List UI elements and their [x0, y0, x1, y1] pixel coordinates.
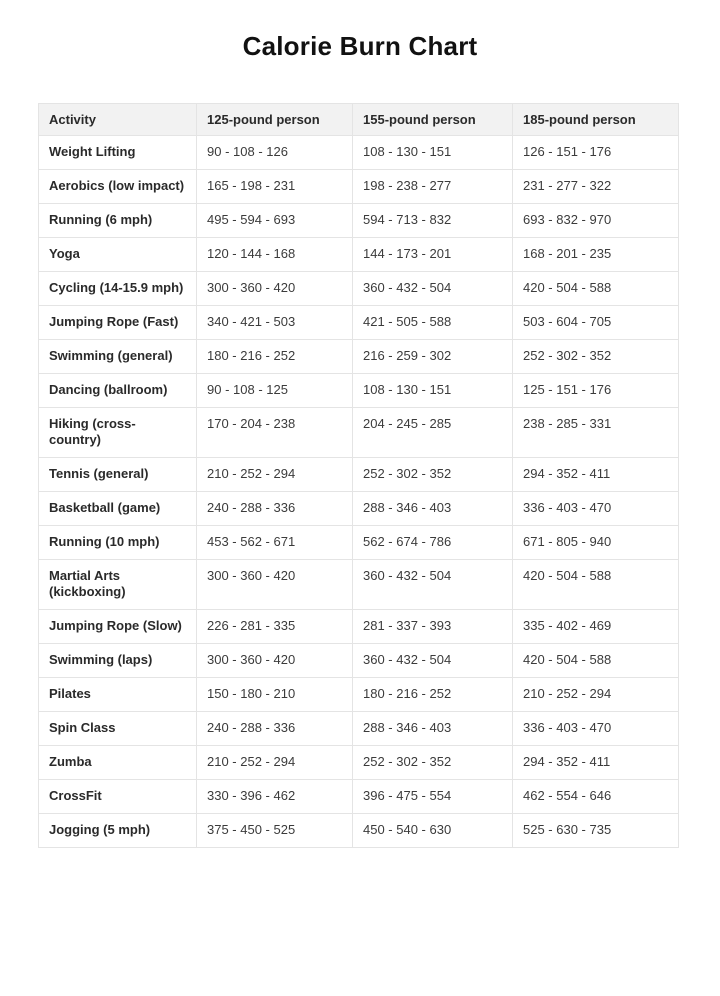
table-row [39, 560, 679, 610]
calories-125-cell: 495 - 594 - 693 [197, 204, 353, 238]
calories-125-cell: 90 - 108 - 126 [197, 136, 353, 170]
calories-125-cell: 375 - 450 - 525 [197, 814, 353, 848]
calories-185-cell: 335 - 402 - 469 [513, 610, 679, 644]
table-row [39, 780, 679, 814]
table-row [39, 306, 679, 340]
calories-155-cell: 421 - 505 - 588 [353, 306, 513, 340]
calories-185-cell: 126 - 151 - 176 [513, 136, 679, 170]
column-header-185-pound: 185-pound person [513, 104, 679, 136]
calories-185-cell: 168 - 201 - 235 [513, 238, 679, 272]
activity-cell: Hiking (cross-country) [39, 408, 197, 458]
activity-cell: Cycling (14-15.9 mph) [39, 272, 197, 306]
calories-155-cell: 562 - 674 - 786 [353, 526, 513, 560]
activity-cell: Jogging (5 mph) [39, 814, 197, 848]
calories-185-cell: 671 - 805 - 940 [513, 526, 679, 560]
table-row [39, 712, 679, 746]
calorie-burn-table [38, 103, 679, 848]
activity-cell: CrossFit [39, 780, 197, 814]
calories-125-cell: 170 - 204 - 238 [197, 408, 353, 458]
calories-155-cell: 108 - 130 - 151 [353, 374, 513, 408]
calories-125-cell: 240 - 288 - 336 [197, 492, 353, 526]
calories-125-cell: 150 - 180 - 210 [197, 678, 353, 712]
calories-125-cell: 210 - 252 - 294 [197, 746, 353, 780]
calories-155-cell: 216 - 259 - 302 [353, 340, 513, 374]
table-body [39, 136, 679, 848]
calories-125-cell: 90 - 108 - 125 [197, 374, 353, 408]
calories-155-cell: 450 - 540 - 630 [353, 814, 513, 848]
table-row [39, 136, 679, 170]
calories-125-cell: 165 - 198 - 231 [197, 170, 353, 204]
calories-125-cell: 300 - 360 - 420 [197, 644, 353, 678]
calories-155-cell: 594 - 713 - 832 [353, 204, 513, 238]
activity-cell: Pilates [39, 678, 197, 712]
calories-185-cell: 336 - 403 - 470 [513, 492, 679, 526]
calories-125-cell: 300 - 360 - 420 [197, 272, 353, 306]
activity-cell: Running (6 mph) [39, 204, 197, 238]
activity-cell: Running (10 mph) [39, 526, 197, 560]
table-row [39, 814, 679, 848]
calories-125-cell: 226 - 281 - 335 [197, 610, 353, 644]
calories-185-cell: 420 - 504 - 588 [513, 560, 679, 610]
activity-cell: Swimming (laps) [39, 644, 197, 678]
activity-cell: Spin Class [39, 712, 197, 746]
calories-185-cell: 693 - 832 - 970 [513, 204, 679, 238]
table-row [39, 204, 679, 238]
calories-185-cell: 420 - 504 - 588 [513, 272, 679, 306]
table-row [39, 408, 679, 458]
table-row [39, 526, 679, 560]
column-header-activity: Activity [39, 104, 197, 136]
calories-125-cell: 240 - 288 - 336 [197, 712, 353, 746]
table-header-row [39, 104, 679, 136]
activity-cell: Basketball (game) [39, 492, 197, 526]
activity-cell: Martial Arts (kickboxing) [39, 560, 197, 610]
calories-155-cell: 252 - 302 - 352 [353, 746, 513, 780]
calories-185-cell: 503 - 604 - 705 [513, 306, 679, 340]
activity-cell: Dancing (ballroom) [39, 374, 197, 408]
table-row [39, 238, 679, 272]
calories-155-cell: 360 - 432 - 504 [353, 644, 513, 678]
calories-185-cell: 294 - 352 - 411 [513, 746, 679, 780]
column-header-155-pound: 155-pound person [353, 104, 513, 136]
calories-155-cell: 252 - 302 - 352 [353, 458, 513, 492]
calories-125-cell: 210 - 252 - 294 [197, 458, 353, 492]
table-row [39, 492, 679, 526]
table-row [39, 678, 679, 712]
table-row [39, 272, 679, 306]
activity-cell: Swimming (general) [39, 340, 197, 374]
table-row [39, 610, 679, 644]
activity-cell: Jumping Rope (Slow) [39, 610, 197, 644]
activity-cell: Jumping Rope (Fast) [39, 306, 197, 340]
page-title: Calorie Burn Chart [242, 31, 478, 61]
calories-185-cell: 231 - 277 - 322 [513, 170, 679, 204]
calories-185-cell: 210 - 252 - 294 [513, 678, 679, 712]
table-row [39, 458, 679, 492]
calories-155-cell: 198 - 238 - 277 [353, 170, 513, 204]
activity-cell: Tennis (general) [39, 458, 197, 492]
table-row [39, 170, 679, 204]
table-row [39, 340, 679, 374]
table-row [39, 644, 679, 678]
calories-155-cell: 360 - 432 - 504 [353, 272, 513, 306]
calories-185-cell: 252 - 302 - 352 [513, 340, 679, 374]
calories-125-cell: 120 - 144 - 168 [197, 238, 353, 272]
column-header-125-pound: 125-pound person [197, 104, 353, 136]
calories-125-cell: 180 - 216 - 252 [197, 340, 353, 374]
calories-155-cell: 281 - 337 - 393 [353, 610, 513, 644]
calories-155-cell: 108 - 130 - 151 [353, 136, 513, 170]
calories-125-cell: 340 - 421 - 503 [197, 306, 353, 340]
table-row [39, 374, 679, 408]
calories-185-cell: 294 - 352 - 411 [513, 458, 679, 492]
calories-185-cell: 525 - 630 - 735 [513, 814, 679, 848]
calories-125-cell: 330 - 396 - 462 [197, 780, 353, 814]
calories-155-cell: 360 - 432 - 504 [353, 560, 513, 610]
calories-185-cell: 125 - 151 - 176 [513, 374, 679, 408]
calories-155-cell: 144 - 173 - 201 [353, 238, 513, 272]
calories-185-cell: 462 - 554 - 646 [513, 780, 679, 814]
activity-cell: Weight Lifting [39, 136, 197, 170]
calories-185-cell: 336 - 403 - 470 [513, 712, 679, 746]
calories-185-cell: 420 - 504 - 588 [513, 644, 679, 678]
calories-155-cell: 288 - 346 - 403 [353, 492, 513, 526]
calories-125-cell: 453 - 562 - 671 [197, 526, 353, 560]
activity-cell: Aerobics (low impact) [39, 170, 197, 204]
activity-cell: Yoga [39, 238, 197, 272]
calories-125-cell: 300 - 360 - 420 [197, 560, 353, 610]
calories-155-cell: 180 - 216 - 252 [353, 678, 513, 712]
calories-155-cell: 396 - 475 - 554 [353, 780, 513, 814]
calories-155-cell: 288 - 346 - 403 [353, 712, 513, 746]
table-row [39, 746, 679, 780]
calories-155-cell: 204 - 245 - 285 [353, 408, 513, 458]
activity-cell: Zumba [39, 746, 197, 780]
calories-185-cell: 238 - 285 - 331 [513, 408, 679, 458]
